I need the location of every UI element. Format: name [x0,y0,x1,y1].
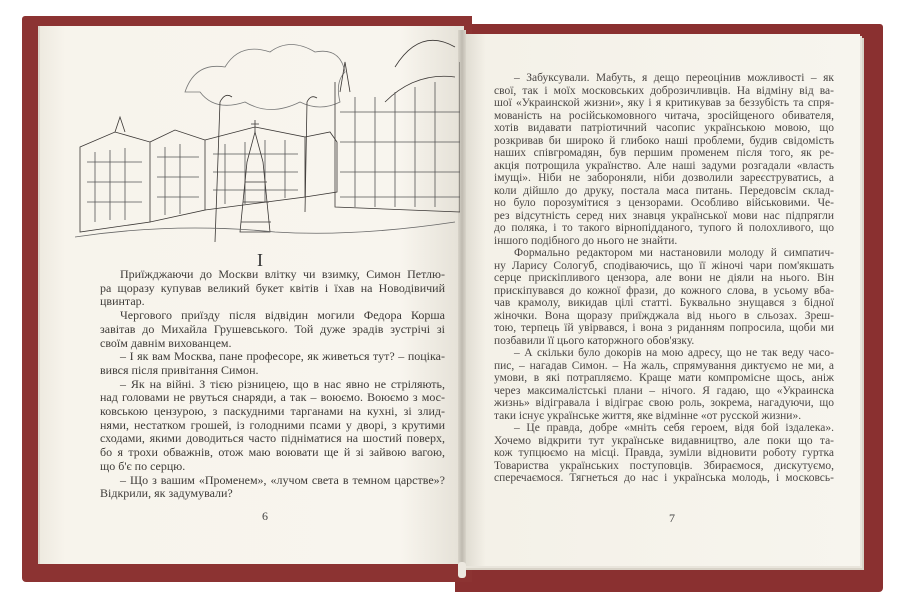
text-line: – Що з вашим «Променем», «лучом света в темном царстве»? [120,472,445,487]
text-line: над головами не рвуться снаряди, а так – воюємо. Воюємо з мос- [100,390,445,405]
domed-building [335,40,460,212]
left-buildings [80,117,337,232]
text-line: цвинтар. [100,294,145,309]
text-line: Формально редактором ми настановили молоду й симпатич- [514,247,834,259]
cloud-outline [185,45,345,110]
bookmark-ribbon [458,562,466,578]
city-street-illustration [75,32,460,252]
text-line: но було порозумітися з цензорами. Особливо військовими. Че- [494,197,834,209]
text-line: – Це правда, добре «мніть себя героем, відя бой іздалека». [514,422,834,434]
text-line: нями, нестатком грошей, із голодними псами у дворі, з крутими [100,417,445,432]
text-line: через максималістські плани – нічого. Я гадаю, що «Украинска [494,384,834,397]
text-line: прискіпувався до кожної фрази, до кожного слова, в усьому вба- [494,284,834,297]
text-line: Товариства українських поступовців. Збираємося, дискутуємо, [494,459,834,472]
text-line: Чергового приїзду після відвідин могили Федора Корша [120,308,445,323]
text-line: серце прискіпливого цензора, але вони не діяли на нього. Він [494,272,834,284]
text-line: до поляка, і то такого вірнопідданого, тупого й полохливого, що [494,222,834,234]
chapter-number: I [257,250,263,270]
text-line: – Як на війні. З тією різницею, що в нас явно не стріляють, [120,376,445,391]
left-page-text [100,268,445,501]
text-line: хотів видавати патріотичний часопис українською мовою, що [494,122,834,134]
text-line: ковською цензурою, з паскудними тарганами на кухні, зі злид- [100,404,445,419]
text-line: завітав до Михайла Грушевського. Той дуже зрадів зустрічі зі [100,321,445,336]
text-line: імущі». Ніби не забороняли, ніби дозволили зареєструватись, а [494,172,834,184]
text-line: жіночки. Вона щоразу приїжджала від нього в сльозах. Зреш- [494,309,834,322]
text-line: розкривав би широко й глибоко наші проблеми, будив свідомість [494,134,834,147]
text-line: коли дійшло до друку, постала маса питань. Передовсім склад- [494,184,834,197]
text-line: сперечаємося. Тягнеться до нас і українська молодь, і московсь- [494,472,834,484]
text-line: жизнь» відігравала і відіграє свою роль, зокрема, нагадуючи, що [494,397,834,409]
text-line: що б'є по серцю. [100,458,186,473]
text-line: кож тупцюємо на місці. Правда, зуміли відновити роботу гуртка [494,447,834,459]
text-line: шої «Украинской жизни», яку і я критикував за беззубість та спря- [494,97,834,109]
text-line: вився після привітання Симон. [100,362,259,377]
text-line: – А скільки було докорів на мою адресу, що не так веду часо- [514,347,834,359]
text-line: сходами, якими доводиться часто підніматися на шостий поверх, [100,431,445,446]
text-line: – Забуксували. Мабуть, я дещо переоцінив можливості – як [514,72,834,84]
text-line: тою, терпець їй увірвався, і вона з риданням попросила, щоби ми [494,322,834,334]
right-page-text [494,72,834,485]
text-line: пис, – нагадав Симон. – На жаль, спрямування диктуємо не ми, а [494,359,834,372]
street-lamps [215,95,317,242]
text-line: свої, так і моїх московських доброзичливців. На відміну від ва- [494,84,834,97]
text-line: мованість на російськомовного читача, зросійщеного обивателя, [494,109,834,122]
page-number-left: 6 [262,509,268,523]
text-line: своїм давнім вихованцем. [100,335,232,350]
text-line: Приїжджаючи до Москви влітку чи взимку, Симон Петлю- [120,267,445,281]
text-line: таки існує українське життя, яке відмінне «от русской жизни». [494,409,802,422]
text-line: ра щоразу купував великий букет квітів і їхав на Новодівичий [100,280,445,295]
text-line: позбавили її цього каторжного обов'язку. [494,334,695,347]
text-line: Відкрили, як задумували? [100,486,233,501]
text-line: Хочемо відкрити тут українське видавництво, але поки що та- [494,434,834,447]
text-line: бо я трохи обважнів, отож маю воювати ще й зі зайвою вагою, [100,445,445,460]
text-line: рез відсутність серед них знавця української мови нас підпрягли [494,209,834,222]
text-line: акція потрощила українство. Але наші задуми розгадали «власть [494,159,834,172]
text-line: ну Ларису Сологуб, сподіваючись, що її жіночі чари пом'якшать [494,259,834,272]
text-line: чав крамолу, викидав цілі статті. Буквально знущався з бідної [494,297,834,309]
text-line: наших співгромадян, був першим променем після того, як ре- [494,147,834,159]
text-line: – І як вам Москва, пане професоре, як живеться тут? – поціка- [120,349,445,364]
text-line: умови, в які потрапляємо. Краще мати компромісне щось, аніж [494,372,834,384]
page-number-right: 7 [669,511,675,525]
text-line: іншого подібного до нього не знайти. [494,234,678,247]
